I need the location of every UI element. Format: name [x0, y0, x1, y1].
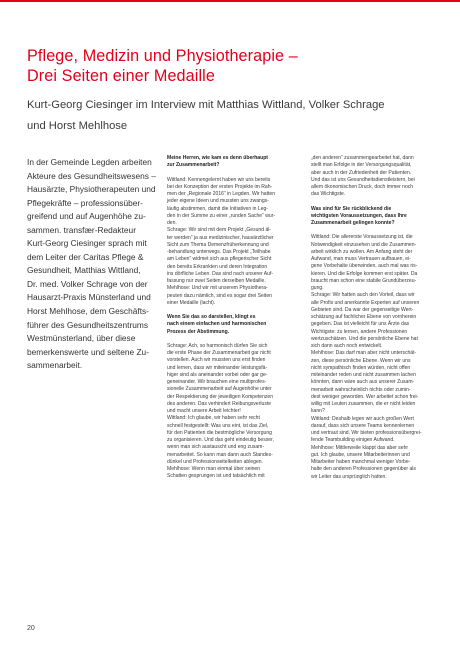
intro-line: Akteure des Gesundheitswesens –	[27, 170, 156, 181]
interview-question-line: Meine Herren, wie kam es denn überhaupt	[167, 155, 268, 161]
body-text-line: darauf, dass sich unsere Teams kennenlernen	[311, 422, 415, 429]
body-text-line: aber auch in der Zufriedenheit der Patienten.	[311, 169, 412, 176]
body-text-line: jeder eigene Ideen und mussten uns zwangs-	[167, 198, 269, 205]
body-text-line: gung.	[311, 285, 324, 291]
body-text-line: willig mit Leuten zusammen, die er nicht leiden	[311, 401, 416, 407]
body-text-line: alle Profis und anerkannte Experten auf unseren	[311, 299, 420, 306]
body-column-middle	[167, 155, 305, 481]
intro-line: greifend und auf Augenhöhe zu-	[27, 211, 146, 222]
paragraph-gap	[167, 307, 305, 314]
interview-question-line: Prozess der Abstimmung.	[167, 328, 230, 335]
body-text-line: halte den anderen Professionen gegenüber als	[311, 466, 416, 473]
intro-line: Hausarzt-Praxis Münsterland und	[27, 292, 151, 303]
body-text-line: des anderen. Das verhindert Reibungsverluste	[167, 400, 272, 407]
body-text-line: Schrage: Wir sind mit dem Projekt „Gesund äl-	[167, 227, 272, 234]
intro-line: Westmünsterland, über diese	[27, 333, 136, 344]
body-text-line: Wichtigste: zu lernen, andere Professionen	[311, 328, 408, 335]
body-text-line: -behandlung unterwegs. Das Projekt „Teilhabe	[167, 249, 271, 255]
body-text-line: und vertraut sind. Wir bieten professionsübergrei-	[311, 430, 422, 436]
body-text-line: einer Medaille (lacht).	[167, 299, 216, 306]
body-text-line: läufig abstimmen, damit die Initiativen in Leg-	[167, 205, 268, 212]
body-text-line: Wittland: Die allererste Voraussetzung ist, die	[311, 234, 413, 241]
body-text-line: braucht man schon eine stabile Grundüberzeu-	[311, 277, 417, 284]
body-text-line: Wittland: Ich glaube, wir haben sehr recht	[167, 415, 260, 422]
body-text-line: zu organisieren. Und das geht eindeutig besser,	[167, 437, 274, 443]
body-text-line: schnell festgestellt: Was uns eint, ist das Ziel,	[167, 422, 269, 429]
interview-question-line: nach einem einfachen und harmonischen	[167, 321, 267, 328]
subtitle-line: und Horst Mehlhose	[27, 119, 128, 132]
body-text-line: higer sind als aneinander vorbei oder gar ge-	[167, 371, 268, 378]
intro-line: sammenarbeit.	[27, 360, 83, 371]
body-text-line: gegeben. Das ist vielleicht für uns Ärzte das	[311, 321, 410, 328]
intro-line: dem Leiter der Caritas Pflege &	[27, 251, 144, 262]
body-column-right	[311, 155, 449, 481]
body-text-line: sionelle Zusammenarbeit auf Augenhöhe unter	[167, 386, 272, 393]
body-text-line: kann?	[311, 408, 325, 415]
intro-line: Dr. med. Volker Schrage von der	[27, 278, 148, 289]
body-text-line: für den Patienten die bestmögliche Versorgung	[167, 429, 272, 436]
body-text-line: Mehlhose: Und wir mit unserem Physiothera-	[167, 285, 268, 292]
body-text-line: Aufwand, man muss Vertrauen aufbauen, ei-	[311, 256, 411, 262]
interview-question-line: Zusammenarbeit gelingen konnte?	[311, 220, 395, 226]
body-text-line: den.	[167, 220, 177, 226]
body-text-line: men der „Regionale 2016“ in Legden. Wir hatten	[167, 191, 276, 197]
article-subtitle	[27, 95, 447, 136]
body-text-line: sich dann auch noch entwickelt.	[311, 343, 383, 349]
body-text-line: nicht sympathisch finden würden, nicht offen	[311, 364, 411, 371]
body-text-line: vorstellen. Auch wir mussten uns erst finden	[167, 357, 266, 364]
body-text-line: bei der Konzeption der ersten Projekte im Rah-	[167, 183, 273, 190]
intro-paragraph	[27, 156, 155, 373]
body-text-line: Mehlhose: Wenn man einmal über seinen	[167, 466, 261, 472]
body-text-line: wenn man sich austauscht und eng zusam-	[167, 444, 265, 451]
interview-question-line: Was sind für Sie rückblickend die	[311, 205, 392, 212]
body-text-line: peuten dazu nämlich, sind es sogar drei Seiten	[167, 292, 272, 299]
paragraph-gap	[311, 227, 449, 234]
body-text-line: wertzuschätzen. Und die persönliche Ebene hat	[311, 335, 418, 342]
page-number: 20	[27, 625, 35, 632]
body-text-line: könnten, dann wäre auch aus unserer Zusam-	[311, 379, 415, 386]
body-text-line: miteinander reden und nicht zusammen lachen	[311, 372, 416, 378]
body-text-line: am Leben“ widmet sich aus pflegerischer Sicht	[167, 256, 272, 263]
body-text-line: zen, diese persönliche Ebene. Wenn wir uns	[311, 357, 411, 364]
paragraph-gap	[167, 336, 305, 343]
intro-line: sammen. transfær-Redakteur	[27, 224, 136, 235]
subtitle-line: Kurt-Georg Ciesinger im Interview mit Matthias Wittland, Volker Schrage	[27, 99, 385, 111]
body-text-line: Mehlhose: Mittlerweile klappt das aber sehr	[311, 444, 409, 451]
body-text-line: schätzung auf fachlicher Ebene von vornherein	[311, 314, 417, 320]
body-text-line: dest weniger geworden. Wer arbeitet schon frei-	[311, 393, 419, 400]
body-text-line: kieren. Und die Erfolge kommen erst später. Da	[311, 270, 418, 277]
body-text-line: ter werden“ ja aus medizinischer, hausärztlicher	[167, 234, 274, 241]
body-text-line: allem ökonomischen Druck, doch immer noch	[311, 184, 414, 190]
intro-line: führer des Gesundheitszentrums	[27, 319, 149, 330]
body-text-line: den bereits Erkrankten und deren Integration	[167, 263, 268, 270]
body-text-line: Sicht zum Thema Demenzfrüherkennung und	[167, 241, 269, 248]
article-title	[27, 46, 427, 86]
body-text-line: Und das ist uns Gesundheitsdienstleistern, bei	[311, 176, 415, 183]
body-text-line: Schatten gesprungen ist und tatsächlich mit	[167, 473, 265, 480]
body-text-line: arbeit wirklich zu wollen. Am Anfang steht der	[311, 248, 413, 255]
intro-line: Kurt-Georg Ciesinger sprach mit	[27, 238, 147, 249]
intro-line: Pflegekräfte – professionsüber-	[27, 197, 143, 208]
body-text-line: Notwendigkeit einzusehen und die Zusammen-	[311, 241, 417, 248]
body-text-line: geneinander. Wir brauchen eine multiprofes-	[167, 379, 267, 385]
body-text-line: der Respektierung der jeweiligen Kompetenzen	[167, 393, 274, 400]
body-text-line: Gebieten sind. Da war der gegenseitige Wert-	[311, 306, 414, 313]
intro-line: Horst Mehlhose, dem Geschäfts-	[27, 306, 149, 317]
body-text-line: Wittland: Kennengelernt haben wir uns bereits	[167, 176, 271, 183]
body-text-line: gut. Ich glaube, unsere Mitarbeiterinnen und	[311, 451, 410, 458]
body-text-line: „den anderen“ zusammengearbeitet hat, dann	[311, 155, 414, 161]
body-text-line: die erste Phase der Zusammenarbeit gar nicht	[167, 350, 271, 356]
intro-line: bemerkenswerte und seltene Zu-	[27, 346, 149, 357]
top-accent-rule	[0, 0, 460, 2]
body-text-line: ins dörfliche Leben. Das sind nach unserer Auf-	[167, 270, 274, 277]
body-text-line: das Wichtigste.	[311, 191, 346, 198]
body-text-line: und macht unsere Arbeit leichter!	[167, 408, 241, 414]
body-text-line: menarbeitet. So kann man dann auch Standes-	[167, 451, 273, 458]
body-text-line: Schrage: Wir hatten auch den Vorteil, dass wir	[311, 292, 415, 299]
body-text-line: Wittland: Deshalb legen wir auch großen Wert	[311, 415, 414, 422]
body-text-line: Mitarbeiter haben manchmal weniger Vorbe-	[311, 459, 411, 465]
title-line: Drei Seiten einer Medaille	[27, 67, 215, 85]
body-text-line: dünkel und Professionseitelkeiten ablegen.	[167, 458, 263, 465]
interview-question-line: Wenn Sie das so darstellen, klingt es	[167, 314, 256, 320]
body-text-line: wir Leiter das ursprünglich hatten.	[311, 473, 387, 480]
interview-question-line: wichtigsten Voraussetzungen, dass Ihre	[311, 212, 407, 219]
body-text-line: den in der Summe zu einer „runden Sache“ wur-	[167, 212, 276, 219]
title-line: Pflege, Medizin und Physiotherapie –	[27, 47, 298, 65]
paragraph-gap	[311, 199, 449, 206]
intro-line: Gesundheit, Matthias Wittland,	[27, 265, 141, 276]
interview-question-line: zur Zusammenarbeit?	[167, 162, 220, 169]
body-text-line: und lernen, dass wir miteinander leistungsfä-	[167, 364, 268, 371]
paragraph-gap	[167, 170, 305, 177]
body-text-line: fende Teambuilding einigen Aufwand.	[311, 437, 395, 444]
body-text-line: stellt man Erfolge in der Versorgungsqualität,	[311, 162, 412, 169]
body-text-line: Schrage: Ach, so harmonisch dürfen Sie sich	[167, 342, 268, 349]
body-text-line: menarbeit wahrscheinlich nichts oder zumin-	[311, 386, 411, 393]
body-text-line: fassung nur zwei Seiten derselben Medaille.	[167, 278, 266, 284]
intro-line: In der Gemeinde Legden arbeiten	[27, 157, 152, 167]
intro-line: Hausärzte, Physiotherapeuten und	[27, 184, 156, 195]
body-text-line: Mehlhose: Das darf man aber nicht unterschät-	[311, 350, 417, 357]
body-text-line: gene Vorbehalte überwinden, auch mal was ris-	[311, 263, 418, 270]
